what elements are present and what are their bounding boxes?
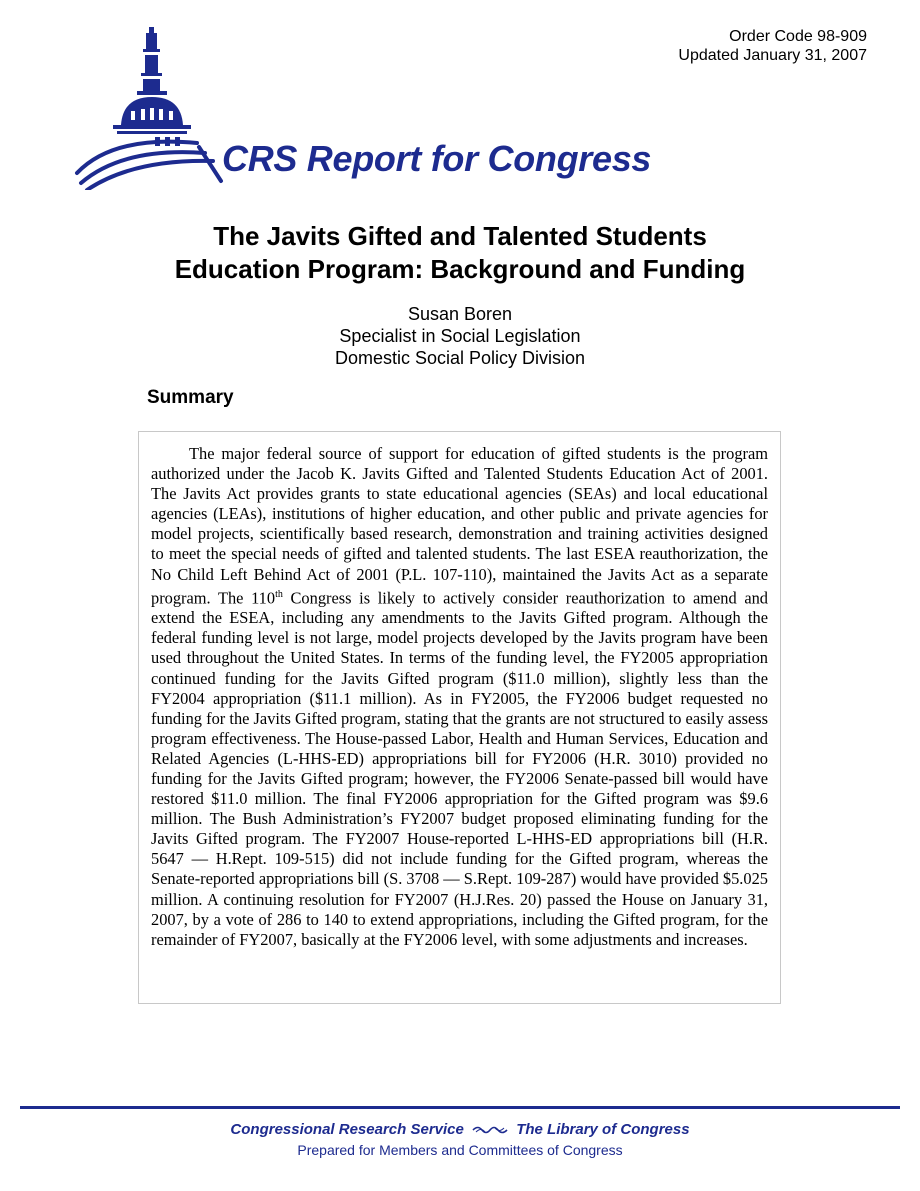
- footer-crs-name: Congressional Research Service: [230, 1121, 464, 1138]
- footer-line-1: [0, 1120, 920, 1140]
- footer-library-name: The Library of Congress: [516, 1121, 690, 1138]
- summary-box: [138, 431, 781, 1004]
- summary-paragraph: [151, 444, 768, 950]
- order-code-block: [678, 27, 867, 65]
- author-block: [0, 303, 920, 369]
- author-title: Specialist in Social Legislation: [339, 326, 581, 346]
- summary-heading: Summary: [147, 387, 234, 408]
- report-banner: CRS Report for Congress: [222, 138, 652, 179]
- capitol-dome-icon: [73, 25, 233, 190]
- summary-text-part-2: Congress is likely to actively consider reauthorization to amend and extend the ESEA, including any amendments to the Javits Gifted program. Although the federal funding level is not large, model projects developed by the Javits program have been used throughout the United States. In terms of the funding level, the FY2005 appropriation continued funding for the Javits Gifted program ($11.0 million), slightly less than the FY2004 appropriation ($11.1 million). As in FY2005, the FY2006 budget requested no funding for the Javits Gifted program, stating that the grants are not structured to easily assess program effectiveness. The House-passed Labor, Health and Human Services, Education and Related Agencies (L-HHS-ED) appropriations bill for FY2006 (H.R. 3010) provided no funding for the Javits Gifted program; however, the FY2006 Senate-passed bill would have restored $11.0 million. The final FY2006 appropriation for the Gifted program was $9.6 million. The Bush Administration’s FY2007 budget proposed eliminating funding for the Javits Gifted program. The FY2007 House-reported L-HHS-ED appropriations bill (H.R. 5647 — H.Rept. 109-515) did not include funding for the Gifted program, whereas the Senate-reported appropriations bill (S. 3708 — S.Rept. 109-287) would have provided $5.025 million. A continuing resolution for FY2007 (H.J.Res. 20) passed the House on January 31, 2007, by a vote of 286 to 140 to extend appropriations, including the Gifted program, for the remainder of FY2007, basically at the FY2006 level, with some adjustments and increases.: [151, 588, 768, 949]
- title-line-2: Education Program: Background and Funding: [174, 254, 746, 284]
- updated-date: Updated January 31, 2007: [678, 47, 867, 64]
- report-title: [0, 220, 920, 286]
- footer-divider: [20, 1106, 900, 1109]
- title-line-1: The Javits Gifted and Talented Students: [213, 221, 707, 251]
- footer-line-2: Prepared for Members and Committees of Congress: [297, 1142, 623, 1158]
- footer: [0, 1120, 920, 1160]
- author-name: Susan Boren: [407, 304, 513, 324]
- ornament-divider-icon: [472, 1125, 508, 1135]
- order-code: Order Code 98-909: [729, 28, 867, 45]
- author-division: Domestic Social Policy Division: [334, 348, 586, 368]
- summary-text-part-1: The major federal source of support for education of gifted students is the program authorized under the Jacob K. Javits Gifted and Talented Students Education Act of 2001. The Javits Act provides grants to state educational agencies (SEAs) and local educational agencies (LEAs), institutions of higher education, and other public and private agencies for model projects, scientifically based research, demonstration and training activities designed to meet the special needs of gifted and talented students. The last ESEA reauthorization, the No Child Left Behind Act of 2001 (P.L. 107-110), maintained the Javits Act as a separate program. The 110: [151, 444, 768, 608]
- summary-superscript: th: [275, 588, 283, 600]
